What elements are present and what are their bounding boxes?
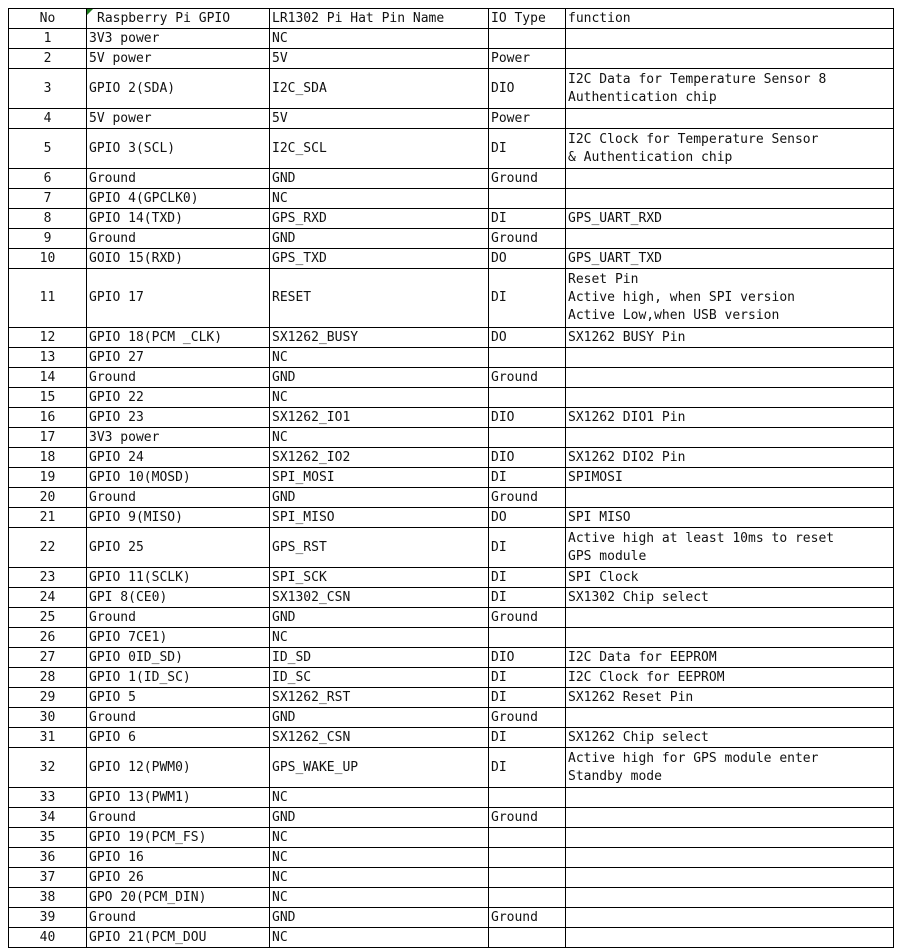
cell-io-type[interactable]	[489, 428, 566, 448]
cell-no[interactable]: 32	[9, 748, 87, 788]
cell-pin-name[interactable]: NC	[270, 868, 489, 888]
table-row	[9, 528, 894, 568]
header-function[interactable]: function	[566, 9, 894, 29]
cell-function[interactable]: I2C Clock for EEPROM	[566, 668, 894, 688]
table-row	[9, 588, 894, 608]
header-io-type[interactable]: IO Type	[489, 9, 566, 29]
table-row	[9, 808, 894, 828]
cell-gpio[interactable]: GPIO 7CE1)	[87, 628, 270, 648]
cell-gpio[interactable]: Ground	[87, 229, 270, 249]
table-row	[9, 229, 894, 249]
cell-gpio[interactable]: 3V3 power	[87, 428, 270, 448]
table-row	[9, 488, 894, 508]
cell-gpio[interactable]: GPIO 18(PCM _CLK)	[87, 328, 270, 348]
cell-gpio[interactable]: GPIO 25	[87, 528, 270, 568]
cell-pin-name[interactable]: NC	[270, 388, 489, 408]
cell-io-type[interactable]: Power	[489, 49, 566, 69]
cell-no[interactable]: 35	[9, 828, 87, 848]
cell-function[interactable]	[566, 388, 894, 408]
cell-io-type[interactable]: DIO	[489, 648, 566, 668]
cell-pin-name[interactable]: NC	[270, 348, 489, 368]
cell-gpio[interactable]: GPIO 1(ID_SC)	[87, 668, 270, 688]
cell-no[interactable]: 24	[9, 588, 87, 608]
cell-gpio[interactable]: GPO 20(PCM_DIN)	[87, 888, 270, 908]
cell-function[interactable]	[566, 488, 894, 508]
header-row	[9, 9, 894, 29]
cell-no[interactable]: 26	[9, 628, 87, 648]
cell-function[interactable]	[566, 189, 894, 209]
cell-function[interactable]	[566, 49, 894, 69]
cell-pin-name[interactable]: SX1262_BUSY	[270, 328, 489, 348]
cell-function[interactable]	[566, 29, 894, 49]
cell-function[interactable]: SX1262 Chip select	[566, 728, 894, 748]
cell-gpio[interactable]: GPIO 23	[87, 408, 270, 428]
cell-io-type[interactable]	[489, 29, 566, 49]
cell-gpio[interactable]: GPIO 10(MOSD)	[87, 468, 270, 488]
cell-function[interactable]	[566, 169, 894, 189]
cell-pin-name[interactable]: NC	[270, 848, 489, 868]
cell-no[interactable]: 36	[9, 848, 87, 868]
cell-function[interactable]: SPI MISO	[566, 508, 894, 528]
cell-function[interactable]	[566, 848, 894, 868]
table-row	[9, 448, 894, 468]
cell-no[interactable]: 18	[9, 448, 87, 468]
cell-pin-name[interactable]: SX1262_IO1	[270, 408, 489, 428]
cell-function[interactable]: Active high for GPS module enter Standby mode	[566, 748, 894, 788]
table-row	[9, 328, 894, 348]
cell-function[interactable]: GPS_UART_TXD	[566, 249, 894, 269]
table-row	[9, 848, 894, 868]
table-row	[9, 508, 894, 528]
cell-no[interactable]: 9	[9, 229, 87, 249]
table-row	[9, 388, 894, 408]
cell-io-type[interactable]: Ground	[489, 229, 566, 249]
cell-pin-name[interactable]: I2C_SDA	[270, 69, 489, 109]
cell-pin-name[interactable]: SX1262_CSN	[270, 728, 489, 748]
cell-no[interactable]: 10	[9, 249, 87, 269]
cell-function[interactable]	[566, 808, 894, 828]
cell-pin-name[interactable]: RESET	[270, 269, 489, 328]
cell-io-type[interactable]	[489, 868, 566, 888]
cell-function[interactable]	[566, 608, 894, 628]
cell-function[interactable]	[566, 428, 894, 448]
cell-no[interactable]: 23	[9, 568, 87, 588]
table-row	[9, 468, 894, 488]
table-row	[9, 928, 894, 948]
cell-io-type[interactable]: DO	[489, 249, 566, 269]
cell-io-type[interactable]: DI	[489, 728, 566, 748]
cell-gpio[interactable]: GPIO 6	[87, 728, 270, 748]
cell-no[interactable]: 15	[9, 388, 87, 408]
table-row	[9, 828, 894, 848]
cell-no[interactable]: 27	[9, 648, 87, 668]
cell-no[interactable]: 39	[9, 908, 87, 928]
cell-no[interactable]: 22	[9, 528, 87, 568]
cell-pin-name[interactable]: NC	[270, 29, 489, 49]
cell-io-type[interactable]: Ground	[489, 169, 566, 189]
cell-gpio[interactable]: Ground	[87, 708, 270, 728]
cell-io-type[interactable]: DIO	[489, 448, 566, 468]
cell-function[interactable]: I2C Data for Temperature Sensor 8 Authentication chip	[566, 69, 894, 109]
header-no[interactable]: No	[9, 9, 87, 29]
table-row	[9, 688, 894, 708]
table-row	[9, 209, 894, 229]
cell-no[interactable]: 34	[9, 808, 87, 828]
cell-function[interactable]: I2C Clock for Temperature Sensor & Authentication chip	[566, 129, 894, 169]
cell-no[interactable]: 16	[9, 408, 87, 428]
cell-io-type[interactable]: DIO	[489, 69, 566, 109]
cell-no[interactable]: 20	[9, 488, 87, 508]
cell-pin-name[interactable]: GPS_RST	[270, 528, 489, 568]
cell-io-type[interactable]: DI	[489, 269, 566, 328]
table-row	[9, 348, 894, 368]
cell-gpio[interactable]: GPIO 21(PCM_DOU	[87, 928, 270, 948]
cell-io-type[interactable]: Ground	[489, 488, 566, 508]
cell-io-type[interactable]: DI	[489, 528, 566, 568]
cell-io-type[interactable]: DIO	[489, 408, 566, 428]
cell-no[interactable]: 14	[9, 368, 87, 388]
cell-pin-name[interactable]: SX1262_RST	[270, 688, 489, 708]
cell-io-type[interactable]: Ground	[489, 608, 566, 628]
cell-pin-name[interactable]: GND	[270, 488, 489, 508]
cell-pin-name[interactable]: ID_SD	[270, 648, 489, 668]
cell-no[interactable]: 1	[9, 29, 87, 49]
cell-gpio[interactable]: 3V3 power	[87, 29, 270, 49]
table-row	[9, 249, 894, 269]
cell-gpio[interactable]: GPIO 2(SDA)	[87, 69, 270, 109]
cell-gpio[interactable]: GPIO 13(PWM1)	[87, 788, 270, 808]
table-row	[9, 109, 894, 129]
cell-no[interactable]: 28	[9, 668, 87, 688]
cell-no[interactable]: 33	[9, 788, 87, 808]
cell-pin-name[interactable]: NC	[270, 189, 489, 209]
cell-pin-name[interactable]: 5V	[270, 109, 489, 129]
table-row	[9, 189, 894, 209]
cell-io-type[interactable]: Ground	[489, 908, 566, 928]
cell-no[interactable]: 2	[9, 49, 87, 69]
table-row	[9, 668, 894, 688]
cell-pin-name[interactable]: ID_SC	[270, 668, 489, 688]
cell-function[interactable]	[566, 928, 894, 948]
cell-gpio[interactable]: GPIO 22	[87, 388, 270, 408]
cell-function[interactable]	[566, 708, 894, 728]
cell-function[interactable]	[566, 348, 894, 368]
cell-io-type[interactable]: DI	[489, 688, 566, 708]
cell-gpio[interactable]: GPIO 3(SCL)	[87, 129, 270, 169]
cell-pin-name[interactable]: GND	[270, 608, 489, 628]
cell-no[interactable]: 17	[9, 428, 87, 448]
cell-gpio[interactable]: GPIO 24	[87, 448, 270, 468]
cell-io-type[interactable]	[489, 628, 566, 648]
cell-pin-name[interactable]: NC	[270, 888, 489, 908]
cell-pin-name[interactable]: NC	[270, 828, 489, 848]
cell-gpio[interactable]: GPIO 4(GPCLK0)	[87, 189, 270, 209]
cell-io-type[interactable]	[489, 848, 566, 868]
cell-io-type[interactable]	[489, 888, 566, 908]
cell-function[interactable]	[566, 888, 894, 908]
cell-no[interactable]: 40	[9, 928, 87, 948]
cell-io-type[interactable]: DO	[489, 328, 566, 348]
cell-pin-name[interactable]: GPS_TXD	[270, 249, 489, 269]
table-row	[9, 568, 894, 588]
cell-gpio[interactable]: GOIO 15(RXD)	[87, 249, 270, 269]
cell-pin-name[interactable]: GND	[270, 908, 489, 928]
cell-function[interactable]: SX1302 Chip select	[566, 588, 894, 608]
table-row	[9, 29, 894, 49]
cell-io-type[interactable]: DI	[489, 748, 566, 788]
cell-function[interactable]	[566, 229, 894, 249]
cell-function[interactable]	[566, 788, 894, 808]
cell-no[interactable]: 6	[9, 169, 87, 189]
cell-io-type[interactable]: DI	[489, 468, 566, 488]
cell-pin-name[interactable]: GND	[270, 708, 489, 728]
cell-pin-name[interactable]: I2C_SCL	[270, 129, 489, 169]
cell-io-type[interactable]	[489, 828, 566, 848]
cell-function[interactable]: SX1262 DIO2 Pin	[566, 448, 894, 468]
cell-no[interactable]: 3	[9, 69, 87, 109]
cell-gpio[interactable]: Ground	[87, 368, 270, 388]
cell-io-type[interactable]: Power	[489, 109, 566, 129]
cell-function[interactable]: SX1262 BUSY Pin	[566, 328, 894, 348]
cell-no[interactable]: 38	[9, 888, 87, 908]
cell-function[interactable]: Active high at least 10ms to reset GPS module	[566, 528, 894, 568]
cell-gpio[interactable]: GPIO 5	[87, 688, 270, 708]
cell-pin-name[interactable]: NC	[270, 788, 489, 808]
cell-function[interactable]	[566, 109, 894, 129]
cell-function[interactable]: SX1262 Reset Pin	[566, 688, 894, 708]
cell-no[interactable]: 29	[9, 688, 87, 708]
cell-io-type[interactable]	[489, 388, 566, 408]
cell-function[interactable]	[566, 868, 894, 888]
cell-gpio[interactable]: GPIO 14(TXD)	[87, 209, 270, 229]
cell-pin-name[interactable]: SPI_SCK	[270, 568, 489, 588]
cell-function[interactable]: SPIMOSI	[566, 468, 894, 488]
table-row	[9, 49, 894, 69]
pin-table	[8, 8, 894, 948]
cell-pin-name[interactable]: GND	[270, 169, 489, 189]
header-pin-name[interactable]: LR1302 Pi Hat Pin Name	[270, 9, 489, 29]
cell-pin-name[interactable]: SX1302_CSN	[270, 588, 489, 608]
cell-pin-name[interactable]: NC	[270, 928, 489, 948]
cell-gpio[interactable]: GPIO 9(MISO)	[87, 508, 270, 528]
cell-gpio[interactable]: Ground	[87, 488, 270, 508]
cell-gpio[interactable]: 5V power	[87, 109, 270, 129]
cell-io-type[interactable]: DI	[489, 668, 566, 688]
cell-function[interactable]: Reset Pin Active high, when SPI version Active Low,when USB version	[566, 269, 894, 328]
cell-pin-name[interactable]: SPI_MOSI	[270, 468, 489, 488]
table-row	[9, 788, 894, 808]
cell-function[interactable]: GPS_UART_RXD	[566, 209, 894, 229]
cell-gpio[interactable]: Ground	[87, 608, 270, 628]
cell-io-type[interactable]: Ground	[489, 708, 566, 728]
cell-pin-name[interactable]: NC	[270, 628, 489, 648]
cell-gpio[interactable]: Ground	[87, 169, 270, 189]
cell-no[interactable]: 7	[9, 189, 87, 209]
cell-no[interactable]: 19	[9, 468, 87, 488]
cell-function[interactable]	[566, 628, 894, 648]
cell-pin-name[interactable]: GND	[270, 808, 489, 828]
table-row	[9, 169, 894, 189]
cell-pin-name[interactable]: GPS_WAKE_UP	[270, 748, 489, 788]
cell-pin-name[interactable]: SPI_MISO	[270, 508, 489, 528]
cell-io-type[interactable]	[489, 189, 566, 209]
cell-gpio[interactable]: GPIO 0ID_SD)	[87, 648, 270, 668]
cell-no[interactable]: 12	[9, 328, 87, 348]
cell-no[interactable]: 11	[9, 269, 87, 328]
cell-no[interactable]: 30	[9, 708, 87, 728]
table-row	[9, 728, 894, 748]
header-raspberry-pi-gpio[interactable]: Raspberry Pi GPIO	[87, 9, 270, 29]
table-row	[9, 408, 894, 428]
cell-gpio[interactable]: Ground	[87, 908, 270, 928]
cell-io-type[interactable]: DI	[489, 129, 566, 169]
table-row	[9, 628, 894, 648]
cell-gpio[interactable]: GPIO 11(SCLK)	[87, 568, 270, 588]
table-row	[9, 129, 894, 169]
table-row	[9, 748, 894, 788]
cell-function[interactable]: I2C Data for EEPROM	[566, 648, 894, 668]
cell-no[interactable]: 4	[9, 109, 87, 129]
cell-gpio[interactable]: GPIO 12(PWM0)	[87, 748, 270, 788]
table-body	[9, 29, 894, 948]
cell-pin-name[interactable]: GND	[270, 229, 489, 249]
table-row	[9, 888, 894, 908]
table-row	[9, 608, 894, 628]
table-row	[9, 868, 894, 888]
cell-no[interactable]: 31	[9, 728, 87, 748]
table-row	[9, 368, 894, 388]
cell-io-type[interactable]: DO	[489, 508, 566, 528]
cell-no[interactable]: 25	[9, 608, 87, 628]
table-row	[9, 269, 894, 328]
cell-no[interactable]: 5	[9, 129, 87, 169]
cell-gpio[interactable]: GPI 8(CE0)	[87, 588, 270, 608]
cell-gpio[interactable]: GPIO 19(PCM_FS)	[87, 828, 270, 848]
cell-io-type[interactable]	[489, 348, 566, 368]
cell-pin-name[interactable]: GPS_RXD	[270, 209, 489, 229]
cell-no[interactable]: 8	[9, 209, 87, 229]
table-row	[9, 428, 894, 448]
cell-io-type[interactable]: Ground	[489, 808, 566, 828]
cell-gpio[interactable]: Ground	[87, 808, 270, 828]
cell-pin-name[interactable]: 5V	[270, 49, 489, 69]
cell-pin-name[interactable]: GND	[270, 368, 489, 388]
cell-no[interactable]: 13	[9, 348, 87, 368]
cell-io-type[interactable]: DI	[489, 568, 566, 588]
cell-io-type[interactable]: DI	[489, 588, 566, 608]
table-row	[9, 69, 894, 109]
cell-function[interactable]	[566, 368, 894, 388]
cell-io-type[interactable]	[489, 928, 566, 948]
cell-gpio[interactable]: 5V power	[87, 49, 270, 69]
cell-function[interactable]	[566, 828, 894, 848]
cell-function[interactable]: SPI Clock	[566, 568, 894, 588]
cell-io-type[interactable]	[489, 788, 566, 808]
cell-gpio[interactable]: GPIO 16	[87, 848, 270, 868]
cell-pin-name[interactable]: NC	[270, 428, 489, 448]
cell-gpio[interactable]: GPIO 17	[87, 269, 270, 328]
cell-no[interactable]: 21	[9, 508, 87, 528]
cell-gpio[interactable]: GPIO 26	[87, 868, 270, 888]
table-row	[9, 648, 894, 668]
cell-function[interactable]: SX1262 DIO1 Pin	[566, 408, 894, 428]
cell-gpio[interactable]: GPIO 27	[87, 348, 270, 368]
cell-no[interactable]: 37	[9, 868, 87, 888]
cell-io-type[interactable]: Ground	[489, 368, 566, 388]
table-row	[9, 708, 894, 728]
cell-pin-name[interactable]: SX1262_IO2	[270, 448, 489, 468]
cell-io-type[interactable]: DI	[489, 209, 566, 229]
